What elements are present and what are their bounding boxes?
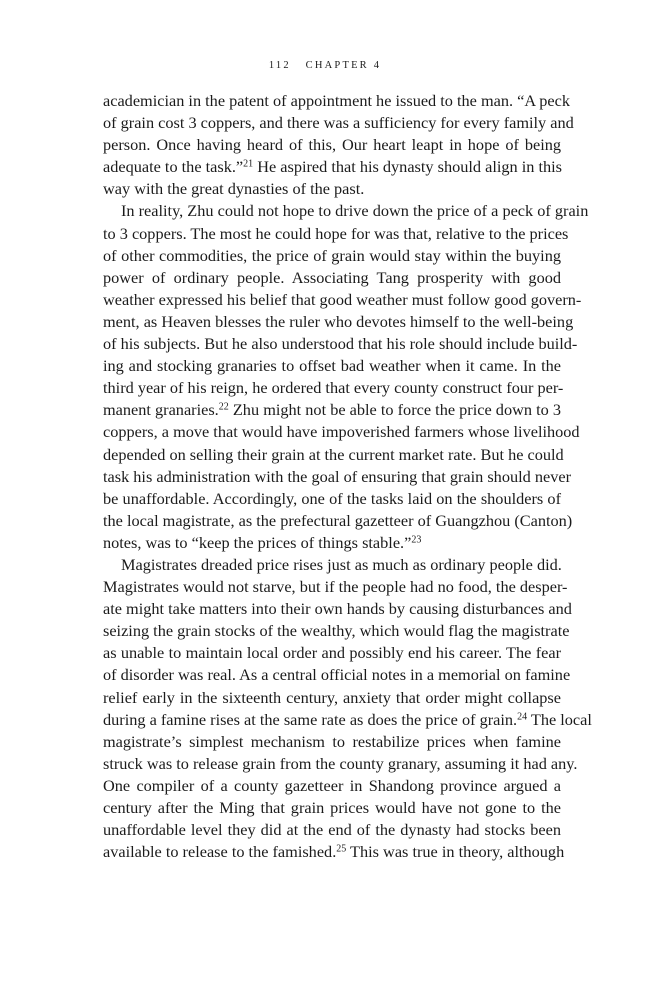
text-line bbox=[103, 289, 582, 311]
text-line bbox=[103, 466, 571, 488]
text-line-content: during a famine rises at the same rate as does the price of grain. bbox=[103, 709, 518, 729]
page-number: 112 bbox=[268, 60, 291, 71]
text-line bbox=[103, 620, 570, 642]
text-line-content: available to release to the famished. bbox=[103, 842, 337, 862]
text-line bbox=[103, 731, 561, 753]
text-line bbox=[103, 753, 578, 775]
body-text bbox=[103, 90, 592, 863]
text-line bbox=[103, 444, 564, 466]
text-line-content: In reality, Zhu could not hope to drive down the price of a peck of grain bbox=[121, 201, 589, 221]
footnote-marker: 21 bbox=[243, 158, 254, 170]
text-line-content: of grain cost 3 coppers, and there was a sufficiency for every family and bbox=[103, 113, 574, 133]
text-line bbox=[103, 687, 561, 709]
text-line bbox=[103, 134, 561, 156]
text-line bbox=[103, 333, 578, 355]
text-line-continuation: Zhu might not be able to force the price down to 3 bbox=[228, 400, 561, 420]
text-line-content: century after the Ming that grain prices would have not gone to the bbox=[103, 798, 561, 817]
text-line-content: ate might take matters into their own hands by causing disturbances and bbox=[103, 599, 572, 619]
text-line bbox=[103, 399, 561, 421]
text-line-content: third year of his reign, he ordered that every county construct four per- bbox=[103, 378, 564, 398]
text-line bbox=[103, 311, 574, 333]
text-line-content: Magistrates dreaded price rises just as much as ordinary people did. bbox=[121, 554, 562, 574]
text-line bbox=[103, 112, 574, 134]
text-line-content: adequate to the task.” bbox=[103, 157, 244, 177]
footnote-marker: 25 bbox=[336, 843, 347, 855]
text-line-content: ing and stocking granaries to offset bad weather when it came. In the bbox=[103, 356, 561, 376]
text-line-content: weather expressed his belief that good weather must follow good govern- bbox=[103, 289, 582, 309]
text-line bbox=[103, 223, 569, 245]
text-line-content: manent granaries. bbox=[103, 400, 219, 420]
footnote-marker: 24 bbox=[517, 711, 528, 723]
text-line-content: notes, was to “keep the prices of things stable.” bbox=[103, 532, 412, 552]
text-line bbox=[103, 576, 568, 598]
text-line bbox=[103, 90, 571, 112]
text-line-content: ment, as Heaven blesses the ruler who devotes himself to the well-being bbox=[103, 311, 574, 331]
running-head bbox=[0, 60, 650, 71]
text-line-content: unaffordable level they did at the end of the dynasty had stocks been bbox=[103, 820, 561, 840]
text-line-continuation: This was true in theory, although bbox=[346, 842, 565, 862]
text-line bbox=[103, 841, 565, 863]
text-line-content: coppers, a move that would have impoverished farmers whose livelihood bbox=[103, 422, 580, 442]
text-line-content: be unaffordable. Accordingly, one of the tasks laid on the shoulders of bbox=[103, 488, 561, 508]
text-line bbox=[103, 775, 561, 797]
text-line-content: way with the great dynasties of the past. bbox=[103, 179, 365, 199]
text-line-content: seizing the grain stocks of the wealthy, which would flag the magistrate bbox=[103, 621, 570, 641]
footnote-marker: 23 bbox=[411, 534, 422, 546]
text-line bbox=[103, 245, 561, 267]
text-line-content: depended on selling their grain at the current market rate. But he could bbox=[103, 444, 564, 464]
text-line bbox=[103, 598, 572, 620]
text-line bbox=[103, 819, 561, 841]
text-line bbox=[103, 642, 561, 664]
text-line bbox=[103, 532, 561, 554]
text-line bbox=[103, 267, 561, 289]
text-line-content: academician in the patent of appointment he issued to the man. “A peck bbox=[103, 91, 571, 110]
text-line bbox=[103, 797, 561, 819]
text-line-content: struck was to release grain from the county granary, assuming it had any. bbox=[103, 753, 578, 773]
text-line-content: to 3 coppers. The most he could hope for was that, relative to the prices bbox=[103, 223, 569, 243]
footnote-marker: 22 bbox=[218, 401, 229, 413]
text-line-content: of other commodities, the price of grain would stay within the buying bbox=[103, 245, 561, 265]
text-line-content: of his subjects. But he also understood that his role should include build- bbox=[103, 334, 578, 354]
text-line-content: the local magistrate, as the prefectural gazetteer of Guangzhou (Canton) bbox=[103, 510, 573, 530]
text-line-continuation: He aspired that his dynasty should align in this bbox=[253, 157, 562, 177]
text-line bbox=[103, 554, 561, 576]
chapter-label: CHAPTER 4 bbox=[305, 60, 382, 71]
text-line bbox=[103, 421, 580, 443]
text-line-content: of disorder was real. As a central official notes in a memorial on famine bbox=[103, 665, 571, 685]
text-line bbox=[103, 156, 561, 178]
text-line-content: power of ordinary people. Associating Tang prosperity with good bbox=[103, 267, 561, 287]
text-line bbox=[103, 200, 589, 222]
text-line bbox=[103, 510, 573, 532]
text-line-content: magistrate’s simplest mechanism to restabilize prices when famine bbox=[103, 731, 561, 751]
text-line-content: relief early in the sixteenth century, anxiety that order might collapse bbox=[103, 687, 561, 707]
text-line-content: Magistrates would not starve, but if the people had no food, the desper- bbox=[103, 577, 568, 597]
text-line-content: as unable to maintain local order and possibly end his career. The fear bbox=[103, 643, 561, 663]
text-line-content: task his administration with the goal of ensuring that grain should never bbox=[103, 466, 571, 486]
text-line-content: One compiler of a county gazetteer in Shandong province argued a bbox=[103, 775, 561, 795]
text-line-content: person. Once having heard of this, Our heart leapt in hope of being bbox=[103, 135, 561, 155]
text-line bbox=[103, 488, 561, 510]
text-line bbox=[103, 178, 561, 200]
text-line bbox=[103, 355, 561, 377]
text-line bbox=[103, 709, 592, 731]
text-line bbox=[103, 664, 571, 686]
text-line bbox=[103, 377, 564, 399]
text-line-continuation: The local bbox=[527, 709, 592, 729]
